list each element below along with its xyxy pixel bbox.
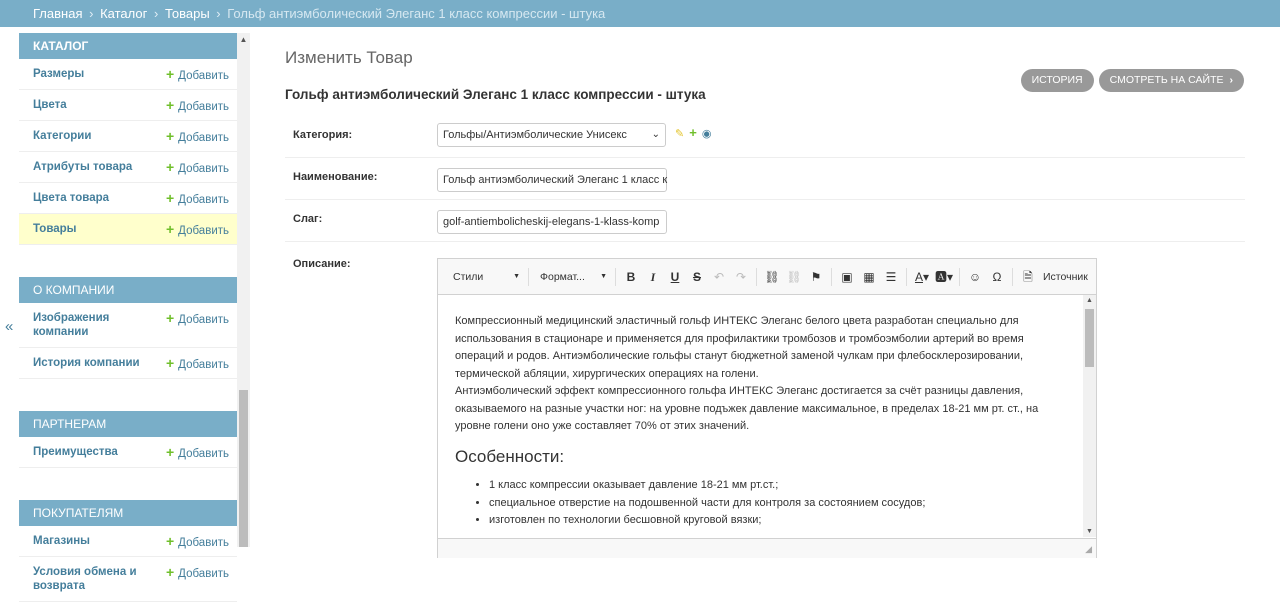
toolbar-separator (906, 268, 907, 286)
unlink-icon[interactable]: ⛓ (786, 269, 802, 284)
list-item: • специальное отверстие на подошвенной части для контроля за состоянием сосудов; (489, 495, 1096, 513)
category-row (285, 116, 1245, 158)
sidebar-scrollbar-thumb[interactable] (239, 390, 248, 547)
module-partners-header[interactable]: ПАРТНЕРАМ (19, 411, 237, 437)
category-select[interactable]: Гольфы/Антиэмболические Унисекс ⌄ (437, 123, 666, 147)
add-exchange-terms-link[interactable]: + Добавить (165, 564, 229, 580)
sidebar-item-label[interactable]: Магазины (33, 535, 90, 547)
source-doc-icon[interactable]: 🗎 (1023, 269, 1033, 284)
sidebar-item-product-colors (19, 183, 237, 214)
rich-text-editor[interactable] (437, 258, 1097, 558)
slug-input[interactable]: golf-antiembolicheskij-elegans-1-klass-komp (437, 210, 667, 234)
editor-status-bar (438, 538, 1096, 558)
sidebar-item-label[interactable]: Преимущества (33, 446, 118, 458)
editor-scrollbar[interactable] (1083, 295, 1096, 537)
module-buyers (19, 500, 237, 602)
breadcrumb (0, 0, 1280, 27)
module-partners (19, 411, 237, 488)
main-content (285, 33, 1245, 562)
horizontal-line-icon[interactable]: ☰ (885, 269, 897, 284)
description-paragraph: Компрессионный медицинский эластичный гольф ИНТЕКС Элеганс белого цвета разработан специально для использования в стационаре и применяется для профилактики тромбозов и тромбоэмболии артерий во время операций и родов. Антиэмболические гольфы станут бюджетной заменой чулкам при флебосклерозировании, термической абляции, хирургических операциях на голени. (455, 315, 1024, 380)
plus-icon: + (165, 444, 175, 460)
add-categories-link[interactable]: + Добавить (165, 128, 229, 144)
module-spacer (19, 245, 237, 265)
page-title: Изменить Товар (285, 48, 413, 67)
plus-icon: + (165, 221, 175, 237)
plus-icon: + (165, 159, 175, 175)
smiley-icon[interactable]: ☺ (968, 269, 982, 284)
module-company-header[interactable]: О КОМПАНИИ (19, 277, 237, 303)
sidebar-item-label[interactable]: Атрибуты товара (33, 161, 133, 173)
module-company (19, 277, 237, 399)
plus-icon: + (165, 355, 175, 371)
sidebar-item-label[interactable]: Размеры (33, 68, 85, 80)
name-input[interactable]: Гольф антиэмболический Элеганс 1 класс к (437, 168, 667, 192)
module-catalog-header[interactable]: КАТАЛОГ (19, 33, 237, 59)
sidebar-item-label[interactable]: Категории (33, 130, 92, 142)
styles-dropdown[interactable]: Стили ▼ (446, 266, 524, 288)
caret-down-icon: ▼ (513, 272, 520, 280)
toolbar-separator (528, 268, 529, 286)
add-company-images-link[interactable]: + Добавить (165, 310, 229, 326)
undo-icon[interactable]: ↶ (713, 269, 725, 284)
breadcrumb-catalog-link[interactable]: Каталог (100, 6, 148, 21)
add-advantages-link[interactable]: + Добавить (165, 444, 229, 460)
features-list (489, 477, 1096, 530)
description-label: Описание: (293, 258, 351, 270)
pencil-icon[interactable]: ✎ (675, 128, 685, 140)
breadcrumb-home-link[interactable]: Главная (33, 6, 83, 21)
sidebar-item-label[interactable]: Изображения компании (33, 312, 110, 338)
plus-icon: + (165, 310, 175, 326)
eye-icon[interactable]: ◉ (701, 128, 712, 140)
sidebar-nav (19, 33, 237, 592)
editor-scrollbar-thumb[interactable] (1085, 309, 1094, 367)
name-label: Наименование: (293, 171, 378, 183)
sidebar-item-sizes (19, 59, 237, 90)
resize-grip-icon[interactable]: ◢ (1085, 544, 1092, 554)
slug-row (285, 200, 1245, 242)
breadcrumb-current: Гольф антиэмболический Элеганс 1 класс компрессии - штука (227, 6, 606, 21)
module-catalog (19, 33, 237, 265)
special-char-icon[interactable]: Ω (992, 269, 1002, 284)
sidebar-scrollbar[interactable] (237, 33, 250, 547)
sidebar-item-label[interactable]: Цвета (33, 99, 67, 111)
list-item: • изготовлен по технологии бесшовной круговой вязки; (489, 512, 1096, 530)
sidebar-item-products (19, 214, 237, 245)
chevron-right-icon: › (1229, 74, 1233, 86)
add-product-colors-link[interactable]: + Добавить (165, 190, 229, 206)
redo-icon[interactable]: ↷ (735, 269, 747, 284)
list-item: • 1 класс компрессии оказывает давление 18-21 мм рт.ст.; (489, 477, 1096, 495)
add-sizes-link[interactable]: + Добавить (165, 66, 229, 82)
history-button[interactable]: ИСТОРИЯ (1021, 69, 1094, 92)
sidebar-item-label[interactable]: Условия обмена и возврата (33, 566, 137, 592)
sidebar-item-colors (19, 90, 237, 121)
description-heading: Особенности: (455, 446, 565, 466)
background-color-icon[interactable]: 🅰▾ (934, 269, 954, 284)
scroll-up-arrow-icon[interactable]: ▲ (239, 35, 248, 44)
table-icon[interactable]: ▦ (863, 269, 875, 284)
toolbar-separator (615, 268, 616, 286)
category-related-actions (675, 127, 711, 140)
caret-down-icon: ▼ (600, 272, 607, 280)
module-spacer (19, 379, 237, 399)
toolbar-separator (959, 268, 960, 286)
plus-icon: + (165, 66, 175, 82)
strikethrough-icon[interactable]: S (692, 269, 701, 284)
breadcrumb-products-link[interactable]: Товары (164, 6, 210, 21)
breadcrumb-separator: › (216, 6, 221, 21)
sidebar-item-product-attributes (19, 152, 237, 183)
sidebar-item-advantages (19, 437, 237, 468)
slug-label: Слаг: (293, 213, 323, 225)
plus-icon: + (165, 533, 175, 549)
sidebar-item-exchange-terms (19, 557, 237, 602)
italic-icon[interactable]: I (650, 269, 656, 284)
plus-icon: + (165, 128, 175, 144)
breadcrumb-separator: › (89, 6, 94, 21)
scroll-down-arrow-icon[interactable]: ▼ (1086, 528, 1093, 535)
scroll-up-arrow-icon[interactable]: ▲ (1086, 297, 1093, 304)
source-button[interactable]: Источник (1043, 270, 1088, 283)
link-icon[interactable]: ⛓ (764, 269, 780, 284)
plus-icon: + (165, 564, 175, 580)
module-spacer (19, 468, 237, 488)
description-row (285, 242, 1245, 562)
sidebar-item-stores (19, 526, 237, 557)
add-colors-link[interactable]: + Добавить (165, 97, 229, 113)
underline-icon[interactable]: U (670, 269, 680, 284)
name-row (285, 158, 1245, 200)
anchor-flag-icon[interactable]: ⚑ (810, 269, 822, 284)
bold-icon[interactable]: B (626, 269, 636, 284)
editor-content[interactable] (438, 295, 1096, 541)
format-dropdown[interactable]: Формат... ▼ (533, 266, 611, 288)
plus-icon: + (165, 190, 175, 206)
text-color-icon[interactable]: A▾ (914, 269, 930, 284)
description-paragraph: Антиэмболический эффект компрессионного гольфа ИНТЕКС Элеганс достигается за счёт разницы давления, оказываемого на разные участки ног: на уровне подъжек давление максимальное, в пределах 18-21 мм рт. ст., на уровне голени оно уже составляет 70% от этих значений. (455, 385, 1039, 432)
sidebar-item-company-images (19, 303, 237, 348)
add-products-link[interactable]: + Добавить (165, 221, 229, 237)
module-buyers-header[interactable]: ПОКУПАТЕЛЯМ (19, 500, 237, 526)
sidebar-item-label[interactable]: История компании (33, 357, 140, 369)
view-on-site-button[interactable]: СМОТРЕТЬ НА САЙТЕ › (1099, 69, 1244, 92)
breadcrumb-separator: › (153, 6, 159, 21)
editor-toolbar (438, 259, 1096, 295)
image-icon[interactable]: ▣ (841, 269, 853, 284)
sidebar-item-label[interactable]: Товары (33, 223, 77, 235)
object-title: Гольф антиэмболический Элеганс 1 класс компрессии - штука (285, 87, 706, 102)
sidebar-item-company-history (19, 348, 237, 379)
toolbar-separator (1012, 268, 1013, 286)
add-company-history-link[interactable]: + Добавить (165, 355, 229, 371)
toolbar-separator (831, 268, 832, 286)
plus-icon: + (165, 97, 175, 113)
add-product-attributes-link[interactable]: + Добавить (165, 159, 229, 175)
object-tools (1021, 69, 1244, 92)
category-label: Категория: (293, 129, 353, 141)
sidebar-item-label[interactable]: Цвета товара (33, 192, 110, 204)
add-stores-link[interactable]: + Добавить (165, 533, 229, 549)
sidebar-collapse-toggle[interactable]: « (5, 318, 14, 335)
sidebar-item-categories (19, 121, 237, 152)
plus-icon[interactable]: + (689, 125, 697, 140)
chevron-down-icon: ⌄ (651, 129, 660, 140)
toolbar-separator (756, 268, 757, 286)
